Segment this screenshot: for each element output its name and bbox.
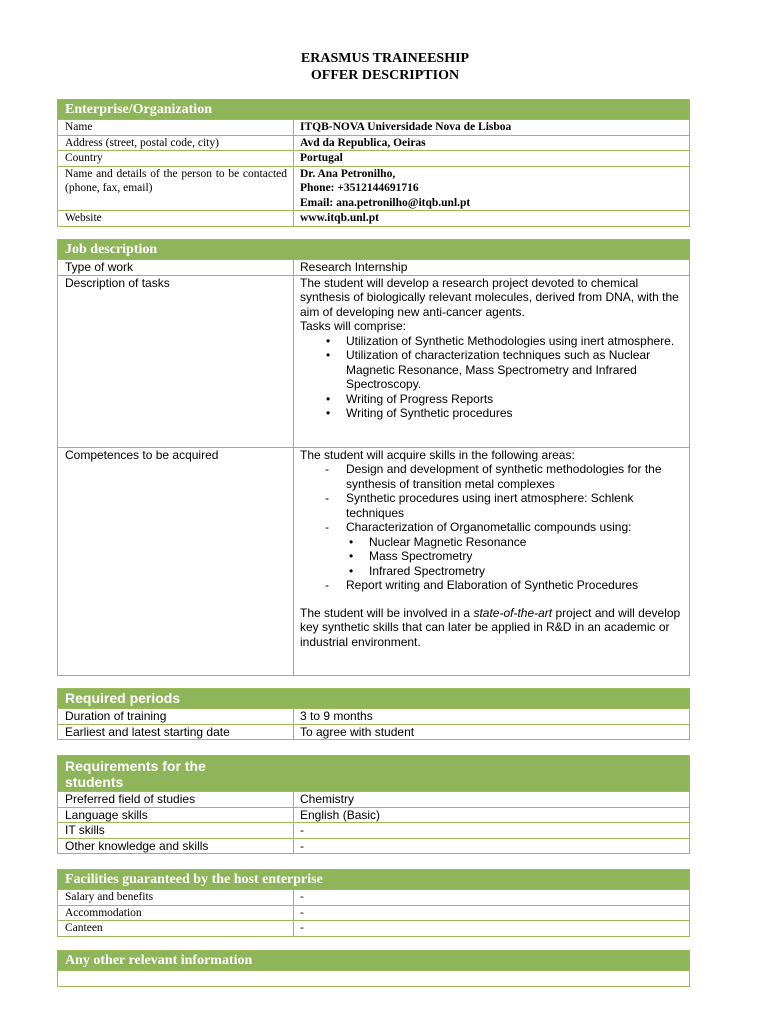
enterprise-section xyxy=(57,99,690,227)
type-label: Type of work xyxy=(58,260,294,275)
table-row xyxy=(58,259,689,275)
list-item xyxy=(346,520,683,578)
list-item: - Design and development of synthetic methodologies for the synthesis of transition metal complexes xyxy=(346,462,683,491)
duration-value: 3 to 9 months xyxy=(300,709,373,723)
document-title-line2: OFFER DESCRIPTION xyxy=(310,68,460,83)
canteen-label: Canteen xyxy=(58,921,294,936)
table-row xyxy=(58,807,689,823)
requirements-header-line2: students xyxy=(65,774,124,790)
table-row xyxy=(58,838,689,854)
other-knowledge-label: Other knowledge and skills xyxy=(58,839,294,854)
name-value: ITQB-NOVA Universidade Nova de Lisboa xyxy=(300,121,512,133)
duration-label: Duration of training xyxy=(58,709,294,724)
facilities-header: Facilities guaranteed by the host enterprise xyxy=(58,870,689,889)
language-value: English (Basic) xyxy=(300,807,381,822)
start-value: To agree with student xyxy=(300,724,415,739)
tasks-comprise: Tasks will comprise: xyxy=(300,319,407,333)
requirements-header xyxy=(58,756,689,791)
contact-name: Dr. Ana Petronilho, xyxy=(300,167,396,180)
closing-post: project and will develop key synthetic skills that can later be applied in R&D in an academic or industrial environment. xyxy=(300,605,681,649)
tasks-intro: The student will develop a research project devoted to chemical synthesis of biologically relevant molecules, derived from DNA, with the aim of developing new anti-cancer agents. xyxy=(300,275,679,319)
type-value: Research Internship xyxy=(300,260,408,274)
job-header: Job description xyxy=(58,240,689,259)
salary-label: Salary and benefits xyxy=(58,890,294,905)
contact-label: Name and details of the person to be contacted (phone, fax, email) xyxy=(58,167,294,211)
competences-closing xyxy=(300,606,683,650)
other-info-value xyxy=(58,971,689,986)
table-row xyxy=(58,119,689,135)
table-row xyxy=(58,920,689,936)
tasks-list xyxy=(300,334,683,421)
contact-email[interactable]: Email: ana.petronilho@itqb.unl.pt xyxy=(300,196,471,209)
table-row xyxy=(58,970,689,986)
address-value: Avd da Republica, Oeiras xyxy=(300,136,426,149)
characterization-text: Characterization of Organometallic compounds using: xyxy=(346,520,632,534)
competences-value xyxy=(294,448,689,675)
list-item: • Utilization of characterization techniques such as Nuclear Magnetic Resonance, Mass Spectrometry and Infrared Spectroscopy. xyxy=(346,348,683,392)
list-item: • Infrared Spectrometry xyxy=(369,564,683,579)
table-row xyxy=(58,275,689,447)
start-label: Earliest and latest starting date xyxy=(58,725,294,740)
job-section xyxy=(57,239,690,676)
it-value: - xyxy=(300,823,304,837)
table-row xyxy=(58,447,689,675)
address-label: Address (street, postal code, city) xyxy=(58,136,294,151)
closing-italic: state-of-the-art xyxy=(473,605,553,620)
other-knowledge-value: - xyxy=(300,838,304,853)
table-row xyxy=(58,150,689,166)
table-row xyxy=(58,210,689,226)
website-value[interactable]: www.itqb.unl.pt xyxy=(300,212,379,224)
closing-pre: The student will be involved in a xyxy=(300,605,474,620)
other-info-header: Any other relevant information xyxy=(58,951,689,970)
competences-list xyxy=(300,462,683,593)
document-title-line1: ERASMUS TRAINEESHIP xyxy=(300,51,470,66)
list-item: • Nuclear Magnetic Resonance xyxy=(369,535,683,550)
table-row xyxy=(58,822,689,838)
table-row xyxy=(58,166,689,211)
accommodation-value: - xyxy=(300,906,304,919)
enterprise-header: Enterprise/Organization xyxy=(58,100,689,119)
facilities-section xyxy=(57,869,690,937)
salary-value: - xyxy=(300,891,304,903)
tasks-value xyxy=(294,276,689,447)
list-item: • Writing of Synthetic procedures xyxy=(346,406,683,421)
field-label: Preferred field of studies xyxy=(58,792,294,807)
periods-header: Required periods xyxy=(58,689,689,708)
periods-section xyxy=(57,688,690,740)
table-row xyxy=(58,905,689,921)
canteen-value: - xyxy=(300,922,304,934)
competences-label: Competences to be acquired xyxy=(58,448,294,675)
table-row xyxy=(58,708,689,724)
accommodation-label: Accommodation xyxy=(58,906,294,921)
characterization-list xyxy=(346,535,683,579)
list-item: • Writing of Progress Reports xyxy=(346,392,683,407)
table-row xyxy=(58,135,689,151)
list-item: - Synthetic procedures using inert atmosphere: Schlenk techniques xyxy=(346,491,683,520)
it-label: IT skills xyxy=(58,823,294,838)
requirements-header-line1: Requirements for the xyxy=(65,758,206,774)
tasks-label: Description of tasks xyxy=(58,276,294,447)
table-row xyxy=(58,791,689,807)
table-row xyxy=(58,724,689,740)
language-label: Language skills xyxy=(58,808,294,823)
name-label: Name xyxy=(58,120,294,135)
competences-intro: The student will acquire skills in the following areas: xyxy=(300,447,575,462)
country-value: Portugal xyxy=(300,152,343,164)
website-label: Website xyxy=(58,211,294,226)
table-row xyxy=(58,889,689,905)
requirements-section xyxy=(57,755,690,854)
field-value: Chemistry xyxy=(300,792,355,806)
country-label: Country xyxy=(58,151,294,166)
list-item: - Report writing and Elaboration of Synthetic Procedures xyxy=(346,578,683,593)
contact-phone: Phone: +3512144691716 xyxy=(300,182,419,194)
other-info-section xyxy=(57,950,690,987)
list-item: • Utilization of Synthetic Methodologies using inert atmosphere. xyxy=(346,334,683,349)
list-item: • Mass Spectrometry xyxy=(369,549,683,564)
contact-value xyxy=(294,167,689,211)
